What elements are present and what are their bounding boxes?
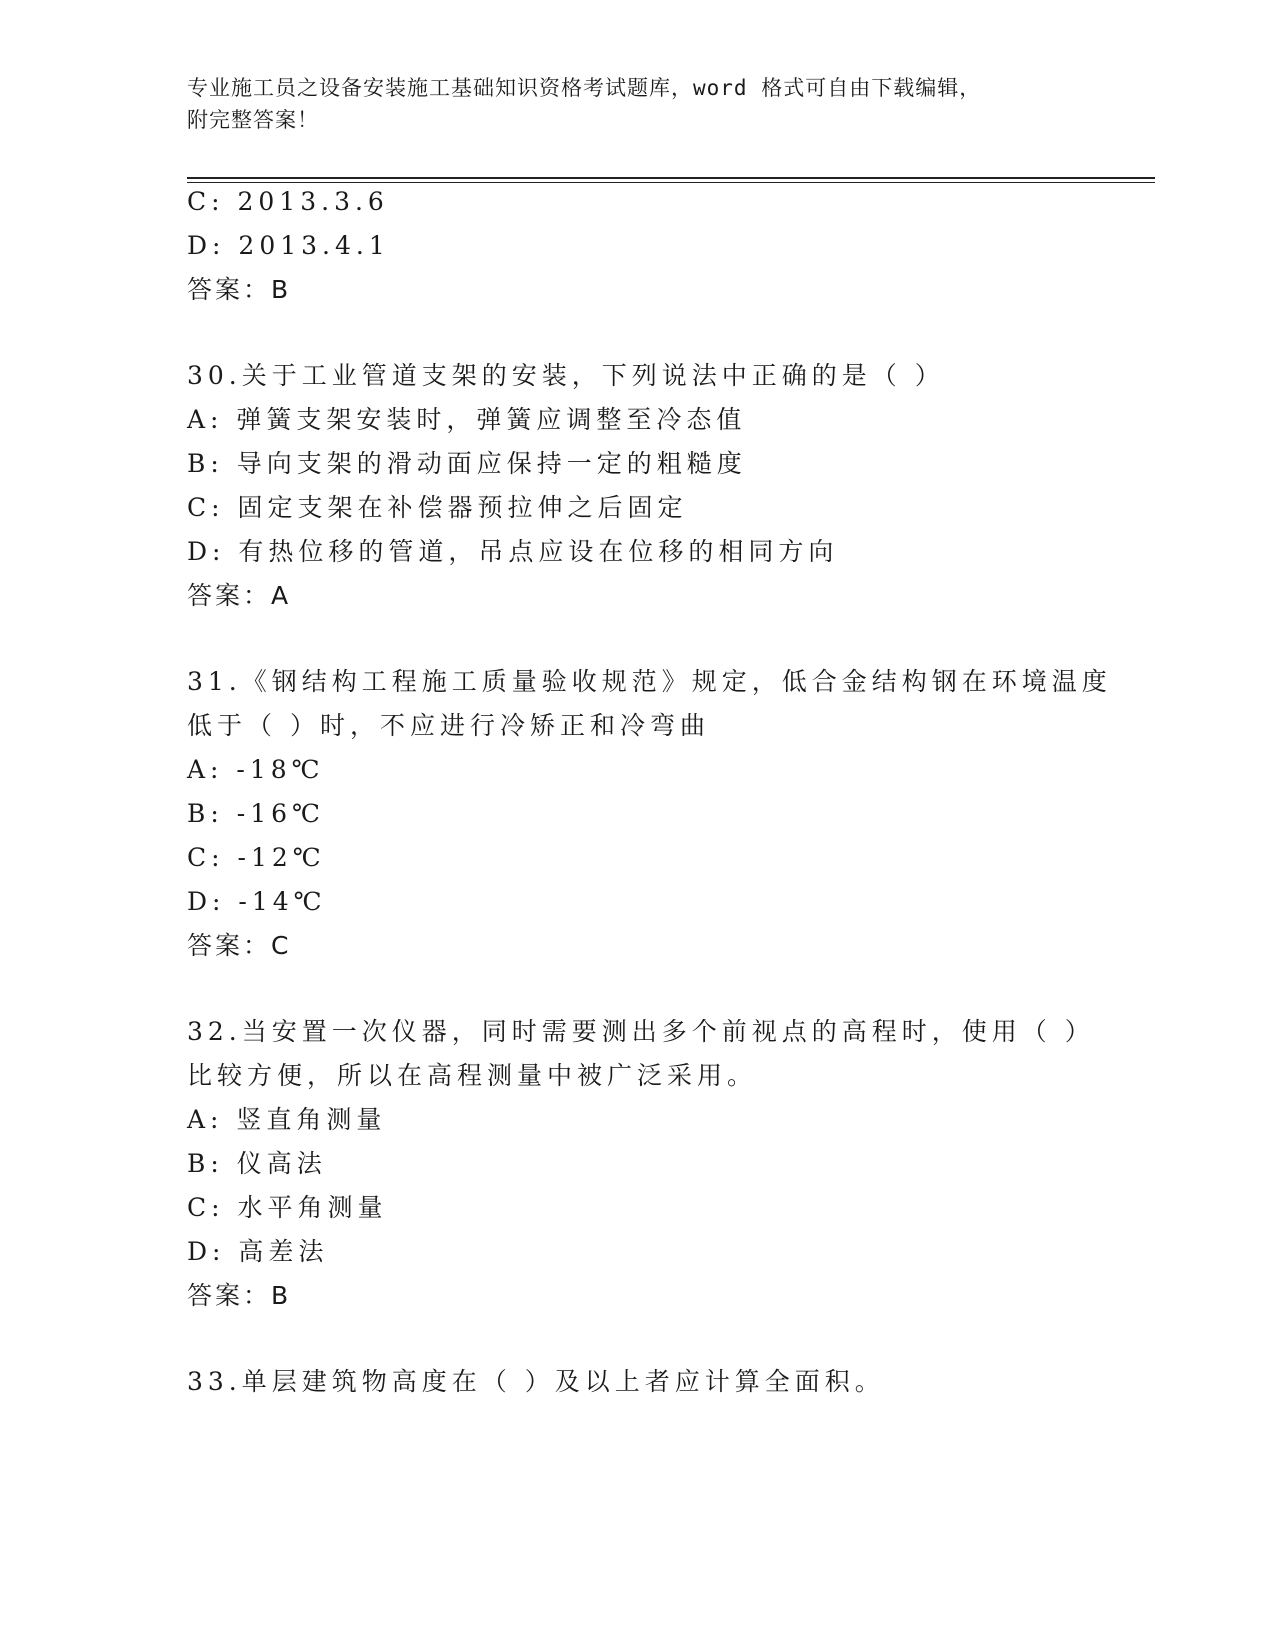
question-31-option-d: D: -14℃: [187, 887, 327, 916]
question-32-stem-line-1: 32.当安置一次仪器，同时需要测出多个前视点的高程时，使用（ ）: [187, 1017, 1095, 1046]
question-32-option-b: B: 仪高法: [187, 1149, 327, 1178]
question-31-option-a: A: -18℃: [187, 755, 325, 784]
document-header: [187, 72, 1067, 136]
question-31-option-b: B: -16℃: [187, 799, 325, 828]
option-d: D: 2013.4.1: [187, 231, 390, 260]
header-line-1: 专业施工员之设备安装施工基础知识资格考试题库，word 格式可自由下载编辑，: [187, 76, 982, 100]
question-33-stem: 33.单层建筑物高度在（ ）及以上者应计算全面积。: [187, 1367, 885, 1396]
question-32-option-a: A: 竖直角测量: [187, 1105, 387, 1134]
question-30-option-a: A: 弹簧支架安装时，弹簧应调整至冷态值: [187, 405, 747, 434]
header-divider-thin: [187, 182, 1155, 183]
question-32-answer: 答案：B: [187, 1281, 292, 1310]
question-31-option-c: C: -12℃: [187, 843, 326, 872]
answer-line: 答案：B: [187, 275, 292, 304]
question-32-option-c: C: 水平角测量: [187, 1193, 388, 1222]
question-31-answer: 答案：C: [187, 931, 292, 960]
question-31-stem-line-2: 低于（ ）时，不应进行冷矫正和冷弯曲: [187, 711, 710, 740]
question-30-stem: 30.关于工业管道支架的安装，下列说法中正确的是（ ）: [187, 361, 945, 390]
question-32-stem-line-2: 比较方便，所以在高程测量中被广泛采用。: [187, 1061, 758, 1090]
question-30-option-d: D: 有热位移的管道，吊点应设在位移的相同方向: [187, 537, 839, 566]
header-line-2: 附完整答案！: [187, 108, 319, 132]
question-32-option-d: D: 高差法: [187, 1237, 329, 1266]
question-30-option-b: B: 导向支架的滑动面应保持一定的粗糙度: [187, 449, 747, 478]
option-c: C: 2013.3.6: [187, 187, 389, 216]
question-30-answer: 答案：A: [187, 581, 292, 610]
question-30-option-c: C: 固定支架在补偿器预拉伸之后固定: [187, 493, 688, 522]
header-divider-thick: [187, 177, 1155, 179]
question-31-stem-line-1: 31.《钢结构工程施工质量验收规范》规定，低合金结构钢在环境温度: [187, 667, 1112, 696]
